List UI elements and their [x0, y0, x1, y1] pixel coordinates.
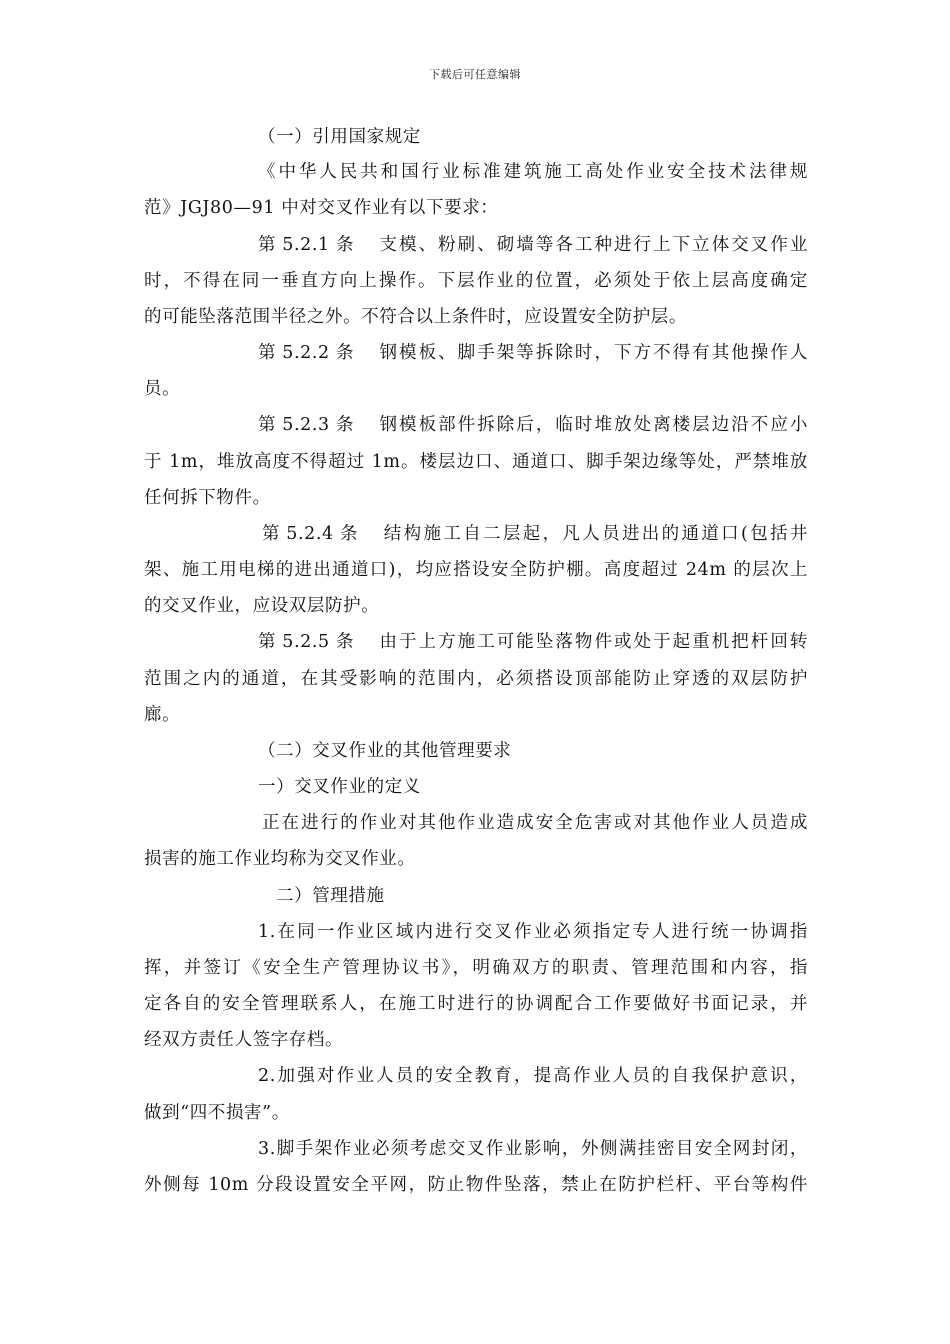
definition-heading: 一）交叉作业的定义	[258, 777, 421, 797]
intro-line-1: 《中华人民共和国行业标准建筑施工高处作业安全技术法律规	[258, 162, 808, 182]
article-5-2-5-line-3: 廊。	[144, 705, 181, 725]
article-5-2-1-line-3: 的可能坠落范围半径之外。不符合以上条件时，应设置安全防护层。	[144, 307, 687, 327]
article-5-2-3-line-2: 于 1m，堆放高度不得超过 1m。楼层边口、通道口、脚手架边缘等处，严禁堆放	[144, 452, 808, 472]
measure-1-line-1: 1.在同一作业区域内进行交叉作业必须指定专人进行统一协调指	[258, 922, 808, 942]
header-note: 下载后可任意编辑	[429, 68, 521, 81]
measure-3-line-2: 外侧每 10m 分段设置安全平网，防止物件坠落，禁止在防护栏杆、平台等构件	[144, 1175, 808, 1195]
article-number: 第 5.2.1 条	[258, 235, 355, 255]
section-heading-1: （一）引用国家规定	[258, 127, 421, 147]
section-heading-2: （二）交叉作业的其他管理要求	[258, 741, 512, 761]
article-number: 第 5.2.4 条	[262, 524, 359, 544]
measures-heading: 二）管理措施	[276, 886, 385, 906]
measure-1-line-3: 定各自的安全管理联系人，在施工时进行的协调配合工作要做好书面记录，并	[144, 994, 808, 1014]
article-5-2-3-first-line	[258, 413, 808, 437]
article-5-2-4-first-line	[262, 522, 808, 546]
measure-2-line-1: 2.加强对作业人员的安全教育，提高作业人员的自我保护意识，	[258, 1066, 808, 1086]
article-5-2-1-line-2: 时，不得在同一垂直方向上操作。下层作业的位置，必须处于依上层高度确定	[144, 271, 808, 291]
article-5-2-5-line-2: 范围之内的通道，在其受影响的范围内，必须搭设顶部能防止穿透的双层防护	[144, 669, 808, 689]
article-5-2-1-first-line	[258, 233, 808, 257]
definition-line-1: 正在进行的作业对其他作业造成安全危害或对其他作业人员造成	[262, 813, 808, 833]
intro-line-2: 范》JGJ80—91 中对交叉作业有以下要求：	[144, 198, 499, 218]
measure-2-line-2: 做到“四不损害”。	[144, 1103, 290, 1123]
article-5-2-5-first-line	[258, 630, 808, 654]
article-text: 钢模板、脚手架等拆除时，下方不得有其他操作人	[378, 343, 808, 363]
article-text: 钢模板部件拆除后，临时堆放处离楼层边沿不应小	[378, 415, 808, 435]
article-text: 由于上方施工可能坠落物件或处于起重机把杆回转	[378, 632, 808, 652]
article-5-2-4-line-2: 架、施工用电梯的进出通道口)，均应搭设安全防护棚。高度超过 24m 的层次上	[144, 560, 808, 580]
definition-line-2: 损害的施工作业均称为交叉作业。	[144, 849, 416, 869]
measure-1-line-2: 挥，并签订《安全生产管理协议书》，明确双方的职责、管理范围和内容，指	[144, 958, 808, 978]
article-text: 支模、粉刷、砌墙等各工种进行上下立体交叉作业	[378, 235, 808, 255]
article-number: 第 5.2.2 条	[258, 343, 355, 363]
article-5-2-3-line-3: 任何拆下物件。	[144, 488, 271, 508]
article-text: 结构施工自二层起，凡人员进出的通道口(包括井	[382, 524, 808, 544]
article-5-2-4-line-3: 的交叉作业，应设双层防护。	[144, 596, 380, 616]
article-5-2-2-first-line	[258, 341, 808, 365]
article-number: 第 5.2.5 条	[258, 632, 355, 652]
measure-1-line-4: 经双方责任人签字存档。	[144, 1030, 344, 1050]
article-number: 第 5.2.3 条	[258, 415, 355, 435]
article-5-2-2-line-2: 员。	[144, 379, 181, 399]
measure-3-line-1: 3.脚手架作业必须考虑交叉作业影响，外侧满挂密目安全网封闭，	[258, 1139, 808, 1159]
